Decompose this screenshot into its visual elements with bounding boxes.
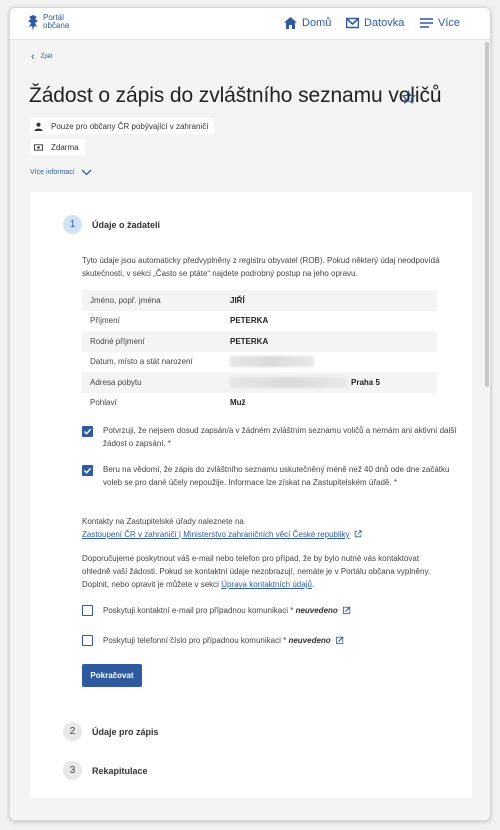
table-row bbox=[82, 352, 437, 373]
mailbox-icon bbox=[346, 17, 359, 29]
provide-phone-label bbox=[103, 634, 344, 647]
more-info-toggle[interactable] bbox=[30, 169, 92, 176]
chevron-left-icon: ‹ bbox=[31, 51, 35, 63]
continue-button[interactable]: Pokračovat bbox=[82, 664, 142, 687]
row-value: Muž bbox=[230, 398, 246, 408]
price-label: Zdarma bbox=[51, 142, 79, 152]
row-key: Datum, místo a stát narození bbox=[90, 357, 193, 367]
provide-email-checkbox[interactable] bbox=[82, 605, 93, 616]
row-value: PETERKA bbox=[230, 316, 269, 326]
confirm-40-days-label: Beru na vědomí, že zápis do zvláštního seznamu uskutečněný méně než 40 dnů ode dne začátku voleb se pro dané účely nepoužije. Informace lze získat na Zastupitelském úřadě. * bbox=[103, 465, 450, 487]
chevron-down-icon bbox=[81, 169, 92, 176]
step-2-label: Údaje pro zápis bbox=[92, 726, 159, 737]
confirm-not-registered-label: Potvrzuji, že nejsem dosud zapsán/a v žádném zvláštním seznamu voličů a nemám ani aktivní další žádost o zapsání. * bbox=[103, 426, 457, 448]
portal-logo[interactable] bbox=[26, 14, 69, 31]
nav-home-label: Domů bbox=[302, 17, 332, 29]
price-chip bbox=[30, 139, 85, 155]
page-title: Žádost o zápis do zvláštního seznamu voličů bbox=[29, 84, 442, 107]
table-row bbox=[82, 290, 437, 311]
provide-email-text: Poskytuji kontaktní e-mail pro případnou komunikaci * bbox=[103, 606, 294, 615]
step-3-header[interactable] bbox=[63, 761, 148, 780]
logo-line2: občana bbox=[43, 21, 70, 30]
step-1-header bbox=[63, 215, 160, 234]
nav-datovka[interactable] bbox=[346, 17, 404, 29]
table-row bbox=[82, 393, 437, 414]
edit-icon[interactable] bbox=[336, 636, 344, 644]
recommend-text: Doporučujeme poskytnout váš e-mail nebo telefon pro případ, že by bylo nutné vás kontaktovat ohledně vaší žádosti. Pokud se kontaktní údaje nezobrazují, nemáte je v Portálu občana vyplněny. Doplnit, nebo opravit je můžete v sekci bbox=[82, 554, 431, 589]
embassy-link[interactable]: Zastoupení ČR v zahraničí | Ministerstvo zahraničních věcí České republiky bbox=[82, 530, 350, 539]
back-link[interactable] bbox=[31, 51, 53, 63]
contact-details-link[interactable]: Úprava kontaktních údajů bbox=[221, 580, 312, 589]
edit-icon[interactable] bbox=[343, 606, 351, 614]
row-value: PETERKA bbox=[230, 336, 269, 346]
check-icon bbox=[83, 466, 92, 475]
nav-more[interactable] bbox=[420, 17, 460, 29]
scrollbar-thumb[interactable] bbox=[485, 42, 489, 387]
logo-line1: Portál bbox=[43, 13, 64, 22]
provide-phone-checkbox[interactable] bbox=[82, 635, 93, 646]
check-icon bbox=[83, 427, 92, 436]
step-1-number: 1 bbox=[63, 215, 82, 234]
external-link-icon bbox=[354, 530, 362, 538]
email-status: neuvedeno bbox=[295, 606, 338, 615]
step-2-number: 2 bbox=[63, 722, 82, 741]
table-row bbox=[82, 311, 437, 332]
nav-home[interactable] bbox=[284, 17, 331, 29]
menu-icon bbox=[420, 17, 433, 29]
back-label: Zpět bbox=[40, 54, 53, 60]
home-icon bbox=[284, 17, 297, 29]
form-card bbox=[30, 192, 472, 798]
row-key: Adresa pobytu bbox=[90, 377, 142, 387]
lion-icon bbox=[26, 15, 40, 31]
row-value bbox=[230, 377, 380, 388]
nav-more-label: Více bbox=[438, 17, 461, 29]
step-3-label: Rekapitulace bbox=[92, 765, 148, 776]
contacts-info bbox=[82, 515, 442, 541]
money-icon bbox=[34, 143, 43, 152]
redacted-block bbox=[230, 377, 348, 388]
row-value: JIŘÍ bbox=[230, 295, 245, 305]
row-value-redacted bbox=[230, 356, 314, 367]
eligibility-chip bbox=[30, 118, 214, 134]
row-key: Pohlaví bbox=[90, 398, 117, 408]
top-header bbox=[10, 8, 491, 40]
star-icon[interactable] bbox=[401, 90, 416, 105]
row-key: Jméno, popř. jména bbox=[90, 295, 161, 305]
browser-frame bbox=[9, 7, 491, 821]
intro-text: Tyto údaje jsou automaticky předvyplněny z registru obyvatel (ROB). Pokud některý údaj neodpovídá skutečnosti, v sekci „Často se ptáte“ najdete podrobný postup na jeho opravu. bbox=[82, 256, 440, 278]
step-3-number: 3 bbox=[63, 761, 82, 780]
contacts-text: Kontakty na Zastupitelské úřady naleznete na bbox=[82, 517, 244, 526]
table-row bbox=[82, 372, 437, 393]
eligibility-label: Pouze pro občany ČR pobývající v zahraničí bbox=[51, 121, 209, 131]
redacted-block bbox=[230, 356, 314, 367]
person-icon bbox=[34, 122, 43, 131]
step-1-label: Údaje o žadateli bbox=[92, 219, 161, 230]
confirm-40-days-checkbox[interactable] bbox=[82, 465, 93, 476]
recommend-info bbox=[82, 552, 442, 591]
more-info-label: Více informací bbox=[30, 169, 75, 176]
provide-email-label bbox=[103, 604, 351, 617]
person-table bbox=[82, 290, 437, 413]
row-key: Rodné příjmení bbox=[90, 336, 145, 346]
step-2-header[interactable] bbox=[63, 722, 159, 741]
table-row bbox=[82, 331, 437, 352]
provide-phone-text: Poskytuji telefonní číslo pro případnou komunikaci * bbox=[103, 636, 287, 645]
confirm-not-registered-checkbox[interactable] bbox=[82, 426, 93, 437]
row-key: Příjmení bbox=[90, 316, 120, 326]
recommend-end: . bbox=[311, 580, 315, 589]
address-city: Praha 5 bbox=[351, 377, 380, 387]
phone-status: neuvedeno bbox=[288, 636, 331, 645]
nav-datovka-label: Datovka bbox=[364, 17, 405, 29]
